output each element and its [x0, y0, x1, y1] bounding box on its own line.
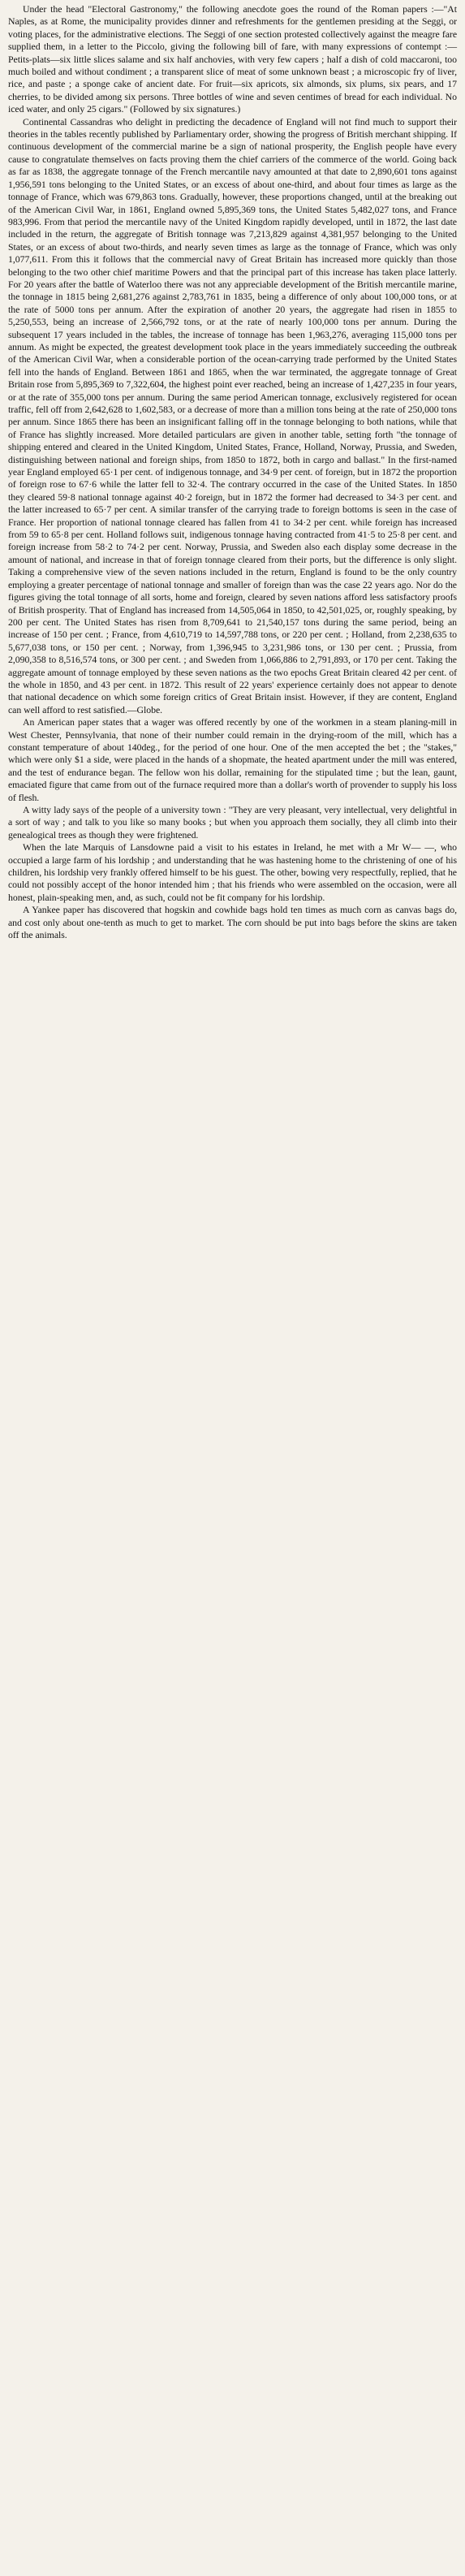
marquis-lansdowne-paragraph: When the late Marquis of Lansdowne paid a visit to his estates in Ireland, he met with a Mr W— —, who occupied a large farm of his lordship ; and understanding that he was hastening home to the christening of one of his children, his lordship very frankly offered himself to be his guest. The other, bowing very respectfully, replied, that he could not possibly accept of the honor intended him ; that his friends who were assembled on the occasion, were all honest, plain-speaking men, and, as such, could not be fit company for his lordship. — [8, 841, 457, 903]
british-shipping-paragraph: Continental Cassandras who delight in predicting the decadence of England will not find much to support their theories in the tables recently published by Parliamentary order, showing the progress of British merchant shipping. If continuous development of the commercial marine be a sign of national prosperity, the English people have every cause to congratulate themselves on facts proving them the chief carriers of the commerce of the world. Going back as far as 1838, the aggregate tonnage of the French mercantile navy amounted at that date to 2,890,601 tons against 1,956,591 tons belonging to the United States, or an excess of about one-third, and about four times as large as the tonnage of France, which was 679,863 tons. Gradually, however, these proportions changed, until at the breaking out of the American Civil War, in 1861, England owned 5,895,369 tons, the United States 5,482,027 tons, and France 983,996. From that period the mercantile navy of the United Kingdom rapidly developed, until in 1872, the last date included in the return, the aggregate of British tonnage was 7,213,829 against 4,381,957 belonging to the United States, or an excess of about two-thirds, and nearly seven times as large as the tonnage of France, which was only 1,077,611. From this it follows that the commercial navy of Great Britain has increased more quickly than those belonging to the two other chief maritime Powers and that the principal part of this increase has taken place latterly. For 20 years after the battle of Waterloo there was not any appreciable development of the British mercantile marine, the tonnage in 1815 being 2,681,276 against 2,783,761 in 1835, being a difference of only about 100,000 tons, or at the rate of 5000 tons per annum. After the expiration of another 20 years, the aggregate had risen in 1855 to 5,250,553, being an increase of 2,566,792 tons, or at the rate of nearly 100,000 tons per annum. During the subsequent 17 years included in the tables, the increase of tonnage has been 1,963,276, averaging 115,000 tons per annum. As might be expected, the greatest development took place in the years immediately succeeding the outbreak of the American Civil War, when a considerable portion of the ocean-carrying trade performed by the United States fell into the hands of England. Between 1861 and 1865, when the war terminated, the aggregate tonnage of Great Britain rose from 5,895,369 to 7,322,604, the highest point ever reached, being an increase of 1,427,235 in four years, or at the rate of 355,000 tons per annum. During the same period American tonnage, exclusively registered for ocean traffic, fell off from 2,642,628 to 1,602,583, or a decrease of more than a million tons being at the rate of 250,000 tons per annum. Since 1865 there has been an insignificant falling off in the tonnage belonging to both nations, while that of France has slightly increased. More detailed particulars are given in another table, setting forth "the tonnage of shipping entered and cleared in the United Kingdom, United States, France, Holland, Norway, Prussia, and Sweden, distinguishing between national and foreign ships, from 1850 to 1872, both in cargo and ballast." In the first-named year England employed 65·1 per cent. of indigenous tonnage, and 34·9 per cent. of foreign, but in 1872 the proportion of foreign rose to 67·6 while the latter fell to 32·4. The contrary occurred in the case of the United States. In 1850 they cleared 59·8 national tonnage against 40·2 foreign, but in 1872 the former had decreased to 34·3 per cent. and the latter increased to 65·7 per cent. A similar transfer of the carrying trade to foreign bottoms is seen in the case of France. Her proportion of national tonnage cleared has fallen from 41 to 34·2 per cent. while foreign has increased from 59 to 65·8 per cent. Holland follows suit, indigenous tonnage having contracted from 41·5 to 25·8 per cent. and foreign increase from 58·2 to 74·2 per cent. Norway, Prussia, and Sweden also each display some decrease in the amount of national, and increase in that of foreign tonnage cleared from their ports, but the difference is only slight. Taking a comprehensive view of the seven nations included in the return, England is found to be the only country employing a greater percentage of national tonnage and smaller of foreign than was the case 22 years ago. Nor do the figures giving the total tonnage of all sorts, home and foreign, cleared by seven nations afford less satisfactory proofs of British prosperity. That of England has increased from 14,505,064 in 1850, to 42,501,025, or, roughly speaking, by 200 per cent. The United States has risen from 8,709,641 to 21,540,157 tons during the same period, being an increase of 150 per cent. ; France, from 4,610,719 to 14,597,788 tons, or 220 per cent. ; Holland, from 2,238,635 to 5,677,038 tons, or 150 per cent. ; Norway, from 1,396,945 to 3,231,986 tons, or 130 per cent. ; Prussia, from 2,090,358 to 8,516,574 tons, or 300 per cent. ; and Sweden from 1,066,886 to 2,791,893, or 170 per cent. Taking the aggregate amount of tonnage employed by these seven nations as the two epochs Great Britain cleared 42 per cent. of the whole in 1850, and 43 per cent. in 1872. This result of 22 years' experience certainly does not appear to denote that national decadence on which some foreign critics of Great Britain insist. However, if they are content, England can well afford to rest satisfied.—Globe. — [8, 115, 457, 715]
yankee-corn-bags-paragraph: A Yankee paper has discovered that hogskin and cowhide bags hold ten times as much corn as canvas bags do, and cost only about one-tenth as much to get to market. The corn should be put into bags before the skins are taken off the animals. — [8, 904, 457, 941]
university-town-paragraph: A witty lady says of the people of a university town : "They are very pleasant, very intellectual, very delightful in a sort of way ; and talk to you like so many books ; but when you approach them socially, they all climb into their genealogical trees as though they were frightened. — [8, 804, 457, 841]
drying-room-wager-paragraph: An American paper states that a wager was offered recently by one of the workmen in a steam planing-mill in West Chester, Pennsylvania, that none of their number could remain in the drying-room of the mill, which has a constant temperature of about 140deg., for the period of one hour. One of the men accepted the bet ; the "stakes," which were only $1 a side, were placed in the hands of a shopmate, the heated apartment under the mill was entered, and the test of endurance began. The fellow won his dollar, remaining for the stipulated time ; but the lean, gaunt, emaciated figure that came from out of the furnace required more than a dollar's worth of provender to supply his loss of flesh. — [8, 716, 457, 803]
electoral-gastronomy-paragraph: Under the head "Electoral Gastronomy," the following anecdote goes the round of the Roman papers :—"At Naples, as at Rome, the municipality provides dinner and refreshments for the gentlemen presiding at the Seggi, or voting places, for the administrative elections. The Seggi of one section protested collectively against the meagre fare supplied them, in a letter to the Piccolo, giving the following bill of fare, with many expressions of contempt :—Petits-plats—six little slices salame and six half anchovies, with very few capers ; half a dish of cold maccaroni, too much boiled and without condiment ; a transparent slice of meat of some unknown beast ; a microscopic fry of liver, rice, and paste ; a sponge cake of ancient date. For fruit—six apricots, six almonds, six plums, six pears, and 17 cherries, to be divided among six persons. Three bottles of wine and seven centimes of bread for each individual. No iced water, and only 25 cigars." (Followed by six signatures.) — [8, 3, 457, 115]
